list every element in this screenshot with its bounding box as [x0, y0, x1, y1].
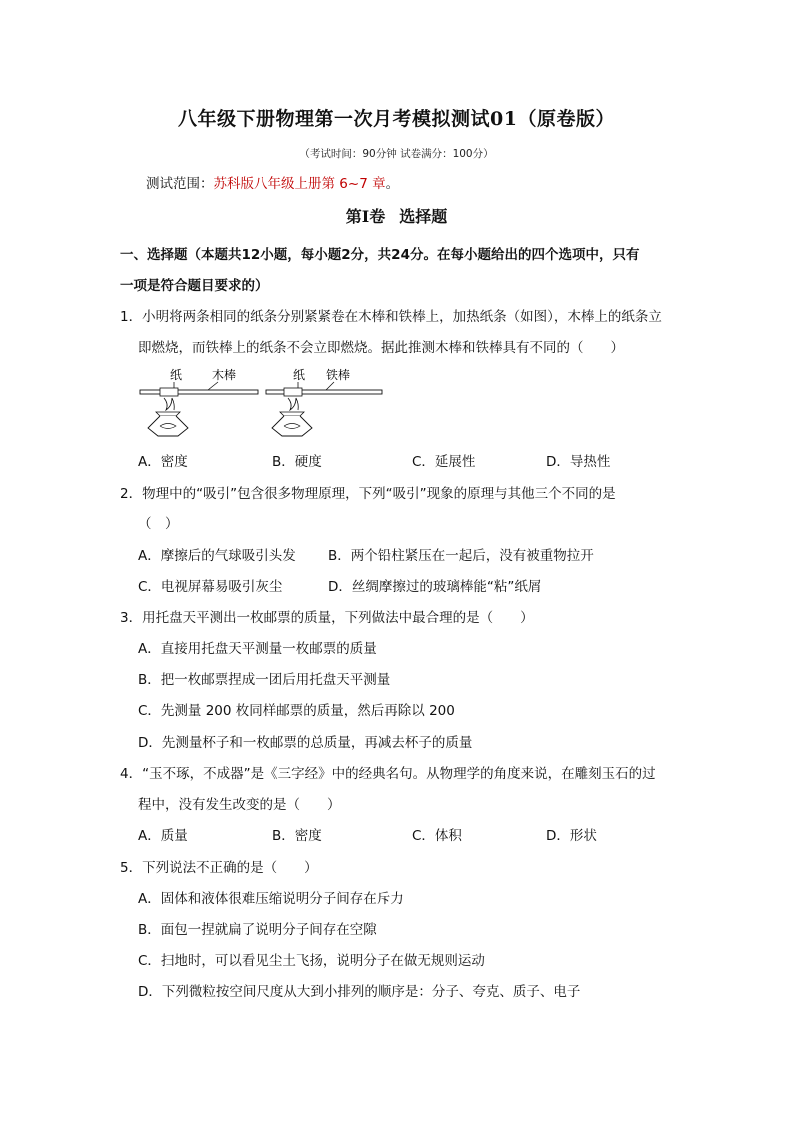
q1-option-c: C．延展性 — [412, 454, 476, 470]
question-3-line-1: 3．用托盘天平测出一枚邮票的质量，下列做法中最合理的是（ ） — [120, 610, 534, 626]
q5-option-b: B．面包一捏就扁了说明分子间存在空隙 — [138, 922, 377, 938]
wood-rod-setup — [140, 367, 258, 436]
section-part: 第Ⅰ卷 — [345, 207, 386, 226]
wood-rod — [140, 390, 258, 394]
alcohol-lamp — [272, 416, 312, 436]
instructions-line-2: 一项是符合题目要求的） — [120, 278, 269, 294]
q3-option-a: A．直接用托盘天平测量一枚邮票的质量 — [138, 641, 377, 657]
q5-option-c: C．扫地时，可以看见尘土飞扬，说明分子在做无规则运动 — [138, 953, 485, 969]
figure-label-paper-1: 纸 — [170, 368, 183, 382]
figure-label-wood: 木棒 — [212, 368, 237, 382]
section-heading — [0, 204, 793, 227]
q5-option-a: A．固体和液体很难压缩说明分子间存在斥力 — [138, 891, 404, 907]
paper-roll — [284, 388, 302, 396]
q5-option-d: D．下列微粒按空间尺度从大到小排列的顺序是：分子、夸克、质子、电子 — [138, 984, 581, 1000]
scope-label: 测试范围： — [146, 176, 214, 192]
q4-option-b: B．密度 — [272, 828, 322, 844]
section-name: 选择题 — [399, 207, 448, 226]
q2-option-d: D．丝绸摩擦过的玻璃棒能“粘”纸屑 — [328, 579, 542, 595]
question-4-line-1: 4．“玉不琢，不成器”是《三字经》中的经典名句。从物理学的角度来说，在雕刻玉石的过 — [120, 766, 656, 782]
iron-rod — [266, 390, 382, 394]
q3-option-d: D．先测量杯子和一枚邮票的总质量，再减去杯子的质量 — [138, 735, 473, 751]
q2-option-a: A．摩擦后的气球吸引头发 — [138, 548, 296, 564]
figure-label-paper-2: 纸 — [293, 368, 306, 382]
paper-roll — [160, 388, 178, 396]
q4-option-a: A．质量 — [138, 828, 188, 844]
question-2-line-1: 2．物理中的“吸引”包含很多物理原理，下列“吸引”现象的原理与其他三个不同的是 — [120, 486, 616, 502]
q2-option-b: B．两个铅柱紧压在一起后，没有被重物拉开 — [328, 548, 594, 564]
flame — [164, 398, 174, 410]
question-5-line-1: 5．下列说法不正确的是（ ） — [120, 860, 318, 876]
question-1-figure — [138, 364, 388, 440]
q4-option-c: C．体积 — [412, 828, 462, 844]
q1-option-b: B．硬度 — [272, 454, 322, 470]
figure-label-iron: 铁棒 — [326, 368, 351, 382]
flame — [288, 398, 298, 410]
iron-rod-setup — [266, 367, 382, 436]
question-1-line-1: 1．小明将两条相同的纸条分别紧紧卷在木棒和铁棒上，加热纸条（如图），木棒上的纸条立 — [120, 309, 662, 325]
test-scope — [146, 172, 399, 192]
scope-value: 苏科版八年级上册第 6~7 章 — [213, 176, 386, 192]
q3-option-b: B．把一枚邮票捏成一团后用托盘天平测量 — [138, 672, 391, 688]
q1-option-d: D．导热性 — [546, 454, 611, 470]
scope-end: 。 — [385, 176, 400, 192]
q4-option-d: D．形状 — [546, 828, 597, 844]
question-4-line-2: 程中，没有发生改变的是（ ） — [138, 797, 341, 813]
q1-option-a: A．密度 — [138, 454, 188, 470]
question-1-line-2: 即燃烧，而铁棒上的纸条不会立即燃烧。据此推测木棒和铁棒具有不同的（ ） — [138, 340, 624, 356]
alcohol-lamp — [148, 416, 188, 436]
exam-info: （考试时间：90分钟 试卷满分：100分） — [299, 148, 494, 160]
instructions-line-1: 一、选择题（本题共12小题，每小题2分，共24分。在每小题给出的四个选项中，只有 — [120, 247, 640, 263]
q3-option-c: C．先测量 200 枚同样邮票的质量，然后再除以 200 — [138, 703, 455, 719]
page-title: 八年级下册物理第一次月考模拟测试01（原卷版） — [178, 108, 615, 130]
question-2-line-2: （ ） — [138, 516, 179, 532]
q2-option-c: C．电视屏幕易吸引灰尘 — [138, 579, 283, 595]
